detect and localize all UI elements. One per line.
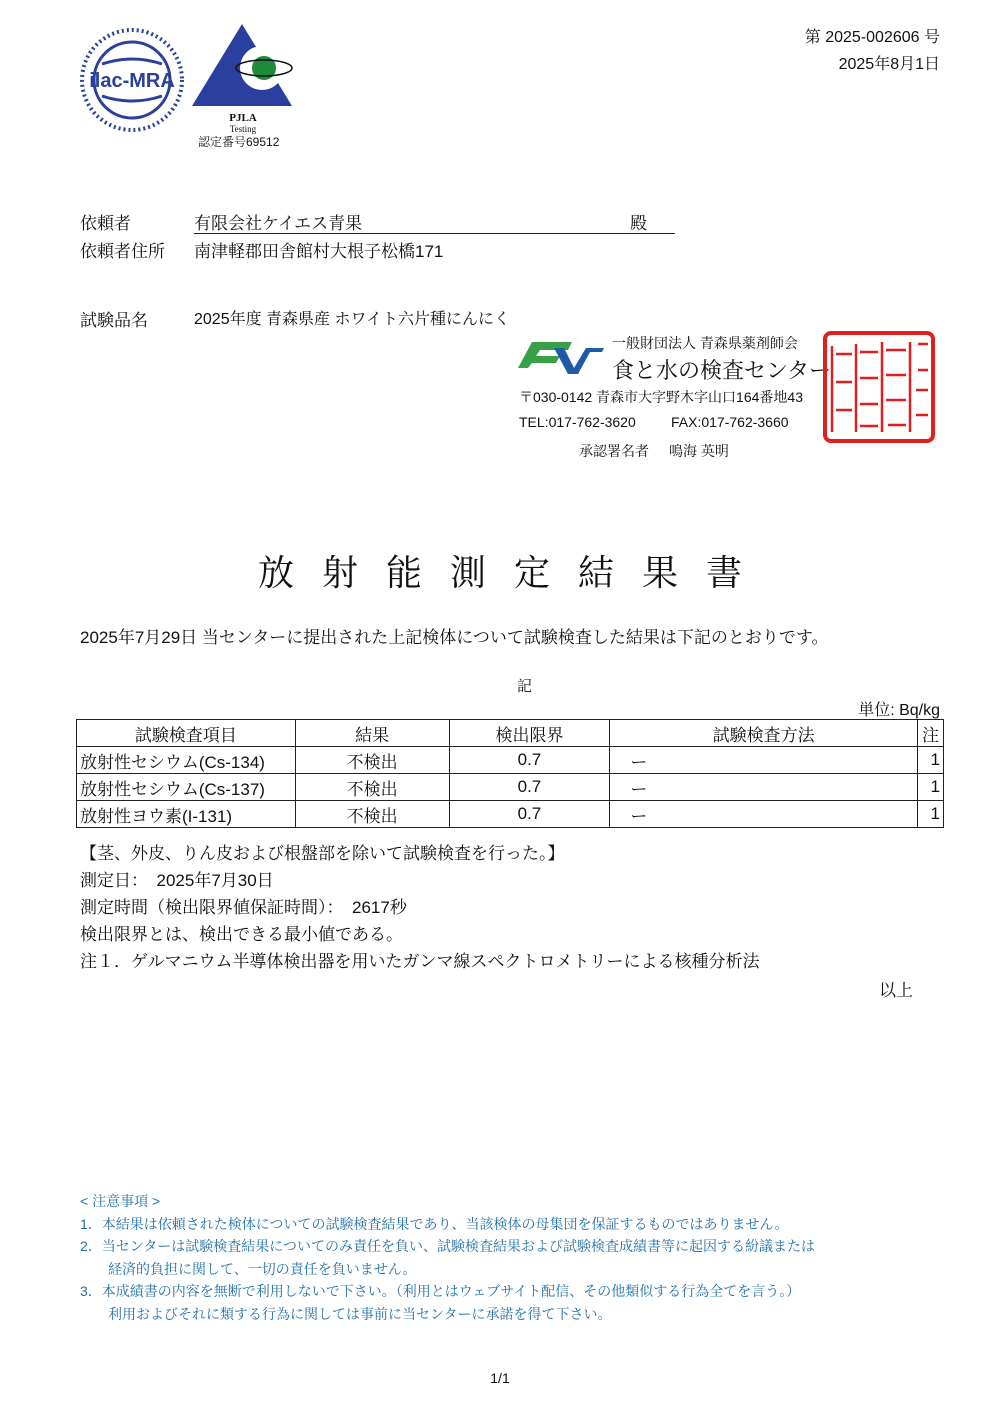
cell-item: 放射性ヨウ素(I-131): [77, 801, 296, 828]
intro-text: 2025年7月29日 当センターに提出された上記検体について試験検査した結果は下記のとおりです。: [80, 628, 829, 647]
document-title: 放射能測定結果書: [257, 552, 770, 593]
issuer-fax: FAX:017-762-3660: [671, 414, 789, 430]
note-line: 注１．ゲルマニウム半導体検出器を用いたガンマ線スペクトロメトリーによる核種分析法: [80, 952, 760, 971]
cell-result: 不検出: [295, 747, 449, 774]
sample-label: 試験品名: [80, 311, 148, 330]
ki-mark: 記: [517, 678, 533, 695]
caution-item: 2．当センターは試験検査結果についてのみ責任を負い、試験検査結果および試験検査成績書等に起因する紛議または: [80, 1238, 815, 1254]
header-item: 試験検査項目: [77, 720, 296, 747]
notes: [80, 840, 760, 975]
client-name: 有限会社ケイエス青果: [194, 214, 363, 233]
cell-method: ー: [610, 801, 918, 828]
table-header-row: [77, 720, 944, 747]
address-label: 依頼者住所: [80, 242, 165, 261]
official-seal: [822, 330, 936, 444]
client-underline: [194, 233, 675, 234]
header-note: 注: [917, 720, 943, 747]
cell-note: 1: [917, 801, 943, 828]
header-method: 試験検査方法: [610, 720, 918, 747]
cell-note: 1: [917, 747, 943, 774]
ilac-mra-logo: [78, 26, 186, 134]
cell-method: ー: [610, 774, 918, 801]
caution-item: 経済的負担に関して、一切の責任を負いません。: [108, 1260, 417, 1277]
sample-name: 2025年度 青森県産 ホワイト六片種にんにく: [194, 311, 511, 328]
note-line: 【茎、外皮、りん皮および根盤部を除いて試験検査を行った。】: [80, 844, 565, 863]
note-line: 測定日： 2025年7月30日: [80, 871, 274, 890]
document-header: [805, 24, 940, 78]
page-number: 1/1: [490, 1370, 510, 1386]
cell-limit: 0.7: [449, 774, 610, 801]
caution-item: 1．本結果は依頼された検体についての試験検査結果であり、当該検体の母集団を保証するものではありません。: [80, 1215, 789, 1232]
table-row: [77, 747, 944, 774]
cell-item: 放射性セシウム(Cs-137): [77, 774, 296, 801]
pjla-text: PJLA: [229, 112, 257, 124]
cell-limit: 0.7: [449, 747, 610, 774]
table-row: [77, 774, 944, 801]
issuer-org: 一般財団法人 青森県薬剤師会: [612, 335, 798, 351]
caution-heading: < 注意事項 >: [80, 1193, 161, 1209]
pjla-sub: Testing: [229, 124, 257, 134]
cell-method: ー: [610, 747, 918, 774]
cell-result: 不検出: [295, 774, 449, 801]
signer-label: 承認署名者: [579, 443, 649, 459]
caution-section: [80, 1190, 815, 1325]
header-limit: 検出限界: [449, 720, 610, 747]
client-label: 依頼者: [80, 214, 131, 233]
header-result: 結果: [295, 720, 449, 747]
issuer-address: 〒030-0142 青森市大字野木字山口164番地43: [519, 389, 803, 405]
signer-name: 鳴海 英明: [669, 443, 729, 459]
cell-item: 放射性セシウム(Cs-134): [77, 747, 296, 774]
cell-result: 不検出: [295, 801, 449, 828]
fw-logo: [516, 338, 606, 381]
caution-item: 3．本成績書の内容を無断で利用しないで下さい。（利用とはウェブサイト配信、その他類似する行為全てを言う。）: [80, 1283, 801, 1299]
issue-date: 2025年8月1日: [838, 56, 940, 73]
end-mark: 以上: [879, 981, 913, 1000]
issuer-tel: TEL:017-762-3620: [519, 414, 636, 430]
cell-note: 1: [917, 774, 943, 801]
caution-item: 利用およびそれに類する行為に関しては事前に当センターに承諾を得て下さい。: [108, 1305, 612, 1322]
accreditation-number: 認定番号69512: [198, 135, 280, 149]
note-line: 測定時間（検出限界値保証時間）： 2617秒: [80, 898, 407, 917]
note-line: 検出限界とは、検出できる最小値である。: [80, 925, 403, 944]
svg-text:ilac-MRA: ilac-MRA: [89, 70, 175, 92]
results-table: [76, 719, 944, 828]
document-number: 第 2025-002606 号: [804, 29, 940, 46]
cell-limit: 0.7: [449, 801, 610, 828]
table-row: [77, 801, 944, 828]
client-address: 南津軽郡田舎館村大根子松橋171: [194, 242, 444, 261]
issuer-center: 食と水の検査センター: [612, 358, 832, 383]
unit-label: 単位: Bq/kg: [858, 702, 940, 719]
honorific: 殿: [630, 214, 647, 233]
